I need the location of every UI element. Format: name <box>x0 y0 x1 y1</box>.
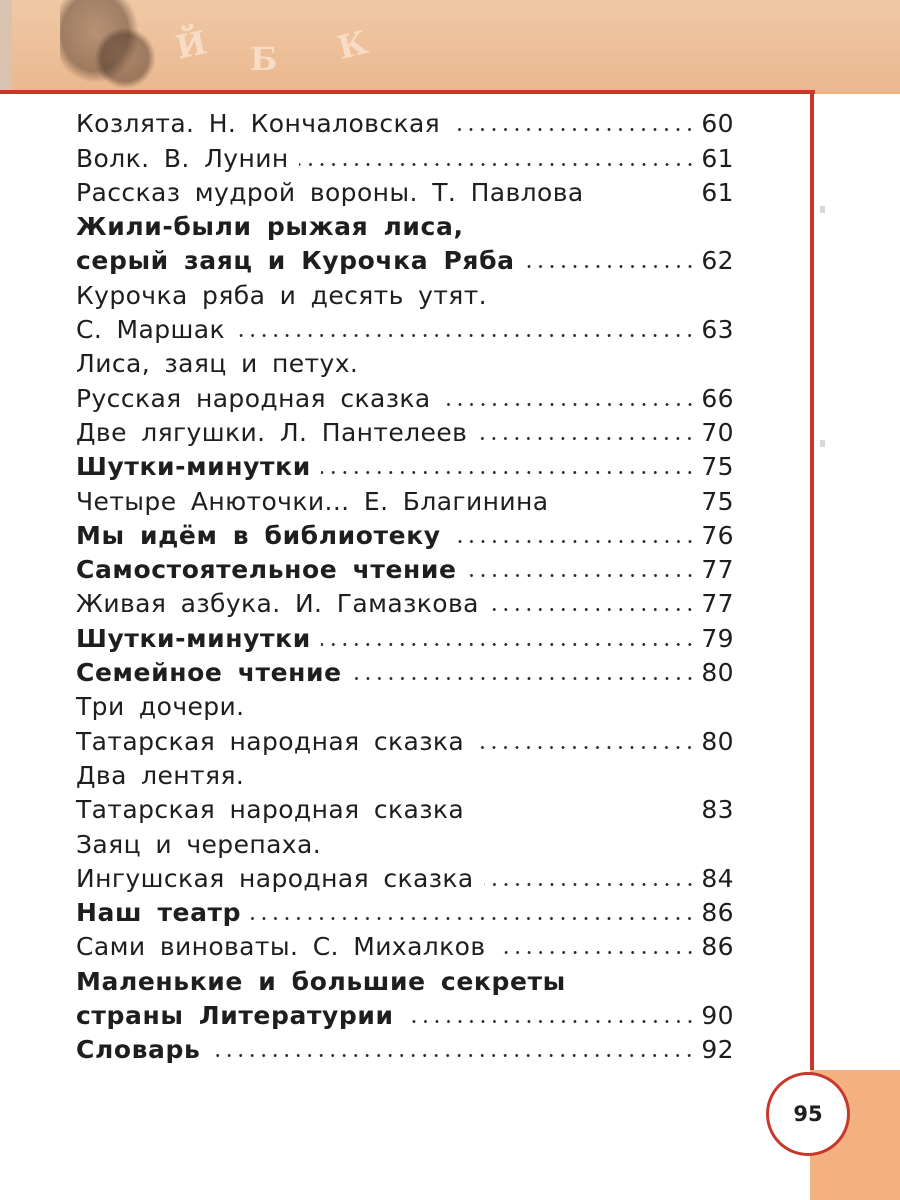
toc-entry-page: 70 <box>701 417 734 447</box>
toc-entry <box>76 790 734 824</box>
dot-leader <box>251 917 695 920</box>
toc-entry-title: Маленькие и большие секреты <box>76 966 566 996</box>
toc-entry <box>76 996 734 1030</box>
toc-entry-page: 90 <box>701 1001 734 1031</box>
toc-entry <box>76 756 734 790</box>
dot-leader <box>489 608 696 611</box>
toc-entry-title: Татарская народная сказка <box>76 726 465 756</box>
toc-entry-title: Жили-были рыжая лиса, <box>76 212 464 242</box>
dot-leader <box>441 403 696 406</box>
pottery-illustration-small <box>95 28 155 88</box>
toc-entry-title: Рассказ мудрой вороны. Т. Павлова <box>76 177 584 207</box>
toc-entry-title: Козлята. Н. Кончаловская <box>76 109 441 139</box>
dot-leader <box>235 334 695 337</box>
dot-leader <box>496 951 696 954</box>
toc-entry-page: 61 <box>701 177 734 207</box>
toc-entry <box>76 173 734 207</box>
toc-entry <box>76 275 734 309</box>
header-stripe <box>0 0 12 92</box>
toc-entry <box>76 138 734 172</box>
toc-entry-title: Три дочери. <box>76 692 245 722</box>
header-letter-3: К <box>333 23 372 67</box>
toc-entry <box>76 824 734 858</box>
dot-leader <box>321 643 696 646</box>
toc-entry <box>76 481 734 515</box>
margin-mark <box>820 206 825 213</box>
dot-leader <box>321 471 696 474</box>
dot-leader <box>525 265 696 268</box>
toc-entry-title: Шутки-минутки <box>76 623 311 653</box>
dot-leader <box>404 1020 696 1023</box>
toc-entry <box>76 447 734 481</box>
toc-entry-title: Мы идём в библиотеку <box>76 520 441 550</box>
toc-entry <box>76 1030 734 1064</box>
toc-entry-page: 80 <box>701 726 734 756</box>
header-letter-1: Й <box>172 23 210 67</box>
toc-entry <box>76 927 734 961</box>
toc-entry-title: Русская народная сказка <box>76 383 431 413</box>
page-rule-right <box>810 90 814 1070</box>
toc-entry <box>76 344 734 378</box>
dot-leader <box>450 128 695 131</box>
toc-entry-page: 63 <box>701 315 734 345</box>
toc-entry-page: 66 <box>701 383 734 413</box>
toc-entry <box>76 207 734 241</box>
toc-entry <box>76 618 734 652</box>
table-of-contents <box>76 104 734 1064</box>
toc-entry-page: 86 <box>701 898 734 928</box>
toc-entry <box>76 378 734 412</box>
toc-entry <box>76 687 734 721</box>
toc-entry <box>76 413 734 447</box>
toc-entry-title: Сами виноваты. С. Михалков <box>76 932 486 962</box>
toc-entry-page: 76 <box>701 520 734 550</box>
toc-entry <box>76 961 734 995</box>
toc-entry-page: 86 <box>701 932 734 962</box>
toc-entry-page: 79 <box>701 623 734 653</box>
toc-entry-title: Словарь <box>76 1035 201 1065</box>
toc-entry-page: 61 <box>701 143 734 173</box>
toc-entry <box>76 104 734 138</box>
toc-entry-title: Два лентяя. <box>76 760 245 790</box>
toc-entry-title: С. Маршак <box>76 315 226 345</box>
toc-entry <box>76 721 734 755</box>
toc-entry <box>76 241 734 275</box>
dot-leader <box>477 437 695 440</box>
page-rule-top <box>0 90 815 94</box>
dot-leader <box>299 163 696 166</box>
toc-entry-title: Две лягушки. Л. Пантелеев <box>76 417 468 447</box>
toc-entry-page: 75 <box>701 486 734 516</box>
toc-entry-title: страны Литературии <box>76 1001 394 1031</box>
toc-entry-title: Лиса, заяц и петух. <box>76 349 359 379</box>
toc-entry-title: Заяц и черепаха. <box>76 829 322 859</box>
toc-entry-page: 75 <box>701 452 734 482</box>
right-margin <box>814 94 900 1070</box>
dot-leader <box>474 746 695 749</box>
toc-entry-title: Самостоятельное чтение <box>76 555 457 585</box>
dot-leader <box>451 540 696 543</box>
toc-entry-title: Семейное чтение <box>76 658 342 688</box>
toc-entry-title: Шутки-минутки <box>76 452 311 482</box>
header-band <box>0 0 900 92</box>
toc-entry-page: 60 <box>701 109 734 139</box>
margin-mark <box>820 440 825 447</box>
toc-entry-title: Наш театр <box>76 898 242 928</box>
toc-entry-title: серый заяц и Курочка Ряба <box>76 246 515 276</box>
toc-entry-title: Четыре Анюточки... Е. Благинина <box>76 486 549 516</box>
dot-leader <box>210 1054 695 1057</box>
toc-entry <box>76 584 734 618</box>
toc-entry-title: Ингушская народная сказка <box>76 863 474 893</box>
dot-leader <box>352 677 696 680</box>
toc-entry-page: 77 <box>701 555 734 585</box>
toc-entry <box>76 653 734 687</box>
page-number-badge: 95 <box>766 1072 850 1156</box>
dot-leader <box>484 883 696 886</box>
toc-entry-page: 83 <box>701 795 734 825</box>
toc-entry <box>76 859 734 893</box>
toc-entry-page: 80 <box>701 658 734 688</box>
toc-entry-page: 92 <box>701 1035 734 1065</box>
toc-entry-title: Волк. В. Лунин <box>76 143 289 173</box>
toc-entry-title: Курочка ряба и десять утят. <box>76 280 488 310</box>
toc-entry <box>76 893 734 927</box>
toc-entry-title: Живая азбука. И. Гамазкова <box>76 589 479 619</box>
toc-entry-page: 77 <box>701 589 734 619</box>
dot-leader <box>467 574 696 577</box>
toc-entry <box>76 550 734 584</box>
header-letter-2: Б <box>250 40 278 78</box>
toc-entry-page: 84 <box>701 863 734 893</box>
toc-entry <box>76 516 734 550</box>
toc-entry-title: Татарская народная сказка <box>76 795 465 825</box>
toc-entry-page: 62 <box>701 246 734 276</box>
toc-entry <box>76 310 734 344</box>
